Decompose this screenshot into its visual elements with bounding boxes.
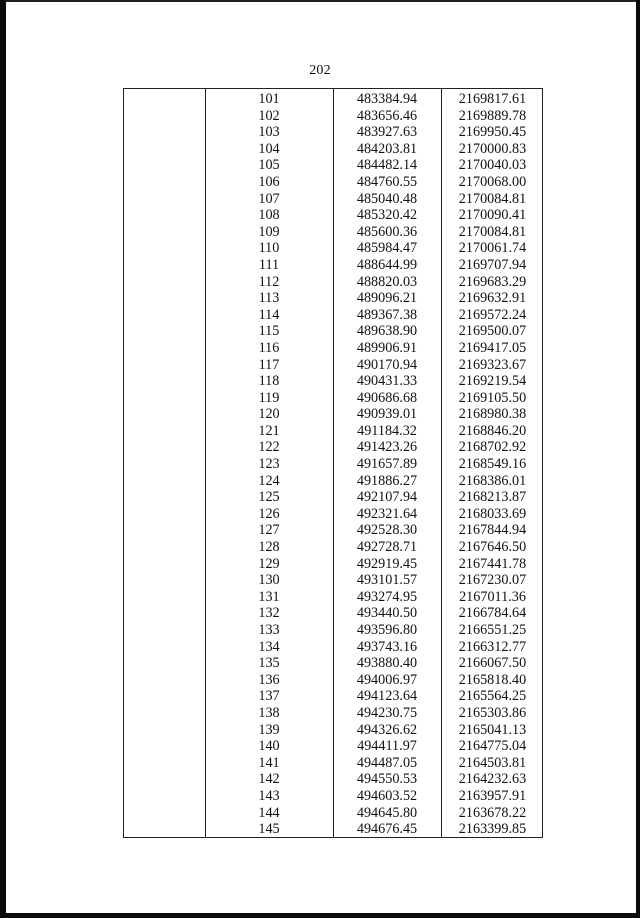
x-coordinate-cell: 494123.64 [356,688,418,705]
table-row [124,522,544,539]
y-coordinate-cell: 2166312.77 [458,638,527,655]
table-row [124,340,544,357]
x-coordinate-cell: 483384.94 [356,91,418,107]
y-coordinate-cell: 2170040.03 [458,157,527,174]
point-number-cell: 121 [258,422,280,439]
x-coordinate-cell: 494230.75 [356,704,418,721]
scan-border-right [636,0,640,918]
point-number-cell: 109 [258,223,280,240]
x-coordinate-cell: 494487.05 [356,754,418,771]
point-number-cell: 110 [258,240,280,257]
x-coordinate-cell: 492528.30 [356,522,418,539]
x-coordinate-cell: 488820.03 [356,273,418,290]
table-row [124,224,544,241]
point-number-cell: 105 [258,157,280,174]
point-number-cell: 102 [258,107,280,124]
x-coordinate-cell: 491886.27 [356,472,418,489]
point-number-cell: 117 [258,356,280,373]
x-coordinate-cell: 485040.48 [356,190,418,207]
y-coordinate-cell: 2166067.50 [458,655,527,672]
y-coordinate-cell: 2164503.81 [458,754,527,771]
table-row [124,91,544,108]
x-coordinate-cell: 493101.57 [356,572,418,589]
x-coordinate-cell: 494645.80 [356,804,418,821]
table-row [124,821,544,838]
point-number-cell: 116 [258,339,280,356]
table-row [124,506,544,523]
point-number-cell: 122 [258,439,280,456]
y-coordinate-cell: 2166551.25 [458,622,527,638]
y-coordinate-cell: 2170061.74 [458,240,527,257]
y-coordinate-cell: 2169950.45 [458,124,527,141]
point-number-cell: 120 [258,406,280,423]
table-body [124,91,544,838]
page-number: 202 [309,63,331,78]
y-coordinate-cell: 2163399.85 [458,821,527,838]
table-row [124,688,544,705]
x-coordinate-cell: 490170.94 [356,356,418,373]
point-number-cell: 101 [258,91,280,107]
table-row [124,738,544,755]
x-coordinate-cell: 488644.99 [356,256,418,273]
table-row [124,174,544,191]
table-row [124,705,544,722]
table-row [124,257,544,274]
y-coordinate-cell: 2167646.50 [458,539,527,556]
y-coordinate-cell: 2169683.29 [458,273,527,290]
point-number-cell: 112 [258,273,280,290]
table-row [124,191,544,208]
y-coordinate-cell: 2164232.63 [458,771,527,788]
x-coordinate-cell: 485984.47 [356,240,418,257]
y-coordinate-cell: 2170084.81 [458,223,527,240]
point-number-cell: 123 [258,456,280,473]
table-row [124,108,544,125]
x-coordinate-cell: 489096.21 [356,290,418,307]
y-coordinate-cell: 2169219.54 [458,373,527,390]
table-row [124,406,544,423]
table-row [124,290,544,307]
x-coordinate-cell: 483927.63 [356,124,418,141]
point-number-cell: 103 [258,124,280,141]
y-coordinate-cell: 2170000.83 [458,140,527,157]
y-coordinate-cell: 2167844.94 [458,522,527,539]
x-coordinate-cell: 484482.14 [356,157,418,174]
table-row [124,605,544,622]
table-row [124,307,544,324]
table-row [124,672,544,689]
x-coordinate-cell: 492321.64 [356,505,418,522]
point-number-cell: 114 [258,306,280,323]
scan-border-left [0,0,6,918]
table-row [124,556,544,573]
table-row [124,357,544,374]
table-row [124,489,544,506]
point-number-cell: 107 [258,190,280,207]
point-number-cell: 130 [258,572,280,589]
point-number-cell: 127 [258,522,280,539]
x-coordinate-cell: 490686.68 [356,389,418,406]
y-coordinate-cell: 2169572.24 [458,306,527,323]
table-row [124,240,544,257]
point-number-cell: 118 [258,373,280,390]
point-number-cell: 143 [258,787,280,804]
y-coordinate-cell: 2168549.16 [458,456,527,473]
table-row [124,572,544,589]
x-coordinate-cell: 492919.45 [356,555,418,572]
table-row [124,771,544,788]
point-number-cell: 128 [258,539,280,556]
point-number-cell: 115 [258,323,280,340]
y-coordinate-cell: 2166784.64 [458,605,527,622]
scan-border-bottom [0,913,640,918]
y-coordinate-cell: 2170084.81 [458,190,527,207]
table-row [124,639,544,656]
x-coordinate-cell: 493274.95 [356,588,418,605]
point-number-cell: 129 [258,555,280,572]
y-coordinate-cell: 2167011.36 [459,588,526,605]
table-row [124,456,544,473]
table-row [124,539,544,556]
table-row [124,124,544,141]
y-coordinate-cell: 2168213.87 [458,489,527,506]
y-coordinate-cell: 2165041.13 [458,721,527,738]
y-coordinate-cell: 2169417.05 [458,339,527,356]
y-coordinate-cell: 2165564.25 [458,688,527,705]
x-coordinate-cell: 489367.38 [356,306,418,323]
x-coordinate-cell: 492107.94 [356,489,418,506]
y-coordinate-cell: 2163957.91 [458,787,527,804]
point-number-cell: 104 [258,140,280,157]
table-row [124,655,544,672]
x-coordinate-cell: 494326.62 [356,721,418,738]
x-coordinate-cell: 493743.16 [356,638,418,655]
point-number-cell: 126 [258,505,280,522]
y-coordinate-cell: 2163678.22 [458,804,527,821]
table-row [124,390,544,407]
x-coordinate-cell: 494411.97 [357,738,417,755]
x-coordinate-cell: 493880.40 [356,655,418,672]
point-number-cell: 134 [258,638,280,655]
point-number-cell: 124 [258,472,280,489]
table-row [124,373,544,390]
x-coordinate-cell: 494603.52 [356,787,418,804]
point-number-cell: 106 [258,173,280,190]
x-coordinate-cell: 484760.55 [356,173,418,190]
point-number-cell: 133 [258,622,280,638]
table-row [124,157,544,174]
x-coordinate-cell: 491184.32 [357,422,417,439]
scan-border-top [0,0,640,2]
table-row [124,323,544,340]
point-number-cell: 113 [258,290,280,307]
y-coordinate-cell: 2169707.94 [458,256,527,273]
x-coordinate-cell: 494676.45 [356,821,418,838]
table-row [124,274,544,291]
y-coordinate-cell: 2168386.01 [458,472,527,489]
x-coordinate-cell: 490431.33 [356,373,418,390]
point-number-cell: 108 [258,207,280,224]
y-coordinate-cell: 2165818.40 [458,671,527,688]
x-coordinate-cell: 491657.89 [356,456,418,473]
table-row [124,473,544,490]
y-coordinate-cell: 2168980.38 [458,406,527,423]
table-row [124,439,544,456]
y-coordinate-cell: 2165303.86 [458,704,527,721]
y-coordinate-cell: 2167441.78 [458,555,527,572]
point-number-cell: 137 [258,688,280,705]
table-row [124,755,544,772]
x-coordinate-cell: 493596.80 [356,622,418,638]
y-coordinate-cell: 2168033.69 [458,505,527,522]
y-coordinate-cell: 2169632.91 [458,290,527,307]
table-row [124,589,544,606]
x-coordinate-cell: 490939.01 [356,406,418,423]
y-coordinate-cell: 2168846.20 [458,422,527,439]
x-coordinate-cell: 494006.97 [356,671,418,688]
y-coordinate-cell: 2169889.78 [458,107,527,124]
x-coordinate-cell: 483656.46 [356,107,418,124]
x-coordinate-cell: 494550.53 [356,771,418,788]
x-coordinate-cell: 489906.91 [356,339,418,356]
coordinates-table [123,88,543,838]
point-number-cell: 140 [258,738,280,755]
point-number-cell: 139 [258,721,280,738]
y-coordinate-cell: 2169105.50 [458,389,527,406]
table-row [124,207,544,224]
y-coordinate-cell: 2169323.67 [458,356,527,373]
point-number-cell: 142 [258,771,280,788]
y-coordinate-cell: 2164775.04 [458,738,527,755]
point-number-cell: 119 [258,389,280,406]
x-coordinate-cell: 492728.71 [356,539,418,556]
y-coordinate-cell: 2169817.61 [458,91,527,107]
table-row [124,423,544,440]
x-coordinate-cell: 493440.50 [356,605,418,622]
y-coordinate-cell: 2168702.92 [458,439,527,456]
table-row [124,722,544,739]
point-number-cell: 141 [258,754,280,771]
y-coordinate-cell: 2167230.07 [458,572,527,589]
table-row [124,622,544,639]
table-row [124,805,544,822]
table-row [124,788,544,805]
point-number-cell: 131 [258,588,280,605]
x-coordinate-cell: 484203.81 [356,140,418,157]
table-row [124,141,544,158]
x-coordinate-cell: 491423.26 [356,439,418,456]
y-coordinate-cell: 2170068.00 [458,173,527,190]
point-number-cell: 136 [258,671,280,688]
point-number-cell: 135 [258,655,280,672]
x-coordinate-cell: 485320.42 [356,207,418,224]
point-number-cell: 132 [258,605,280,622]
point-number-cell: 125 [258,489,280,506]
x-coordinate-cell: 489638.90 [356,323,418,340]
point-number-cell: 145 [258,821,280,838]
x-coordinate-cell: 485600.36 [356,223,418,240]
y-coordinate-cell: 2169500.07 [458,323,527,340]
point-number-cell: 138 [258,704,280,721]
point-number-cell: 144 [258,804,280,821]
y-coordinate-cell: 2170090.41 [458,207,527,224]
point-number-cell: 111 [258,256,280,273]
